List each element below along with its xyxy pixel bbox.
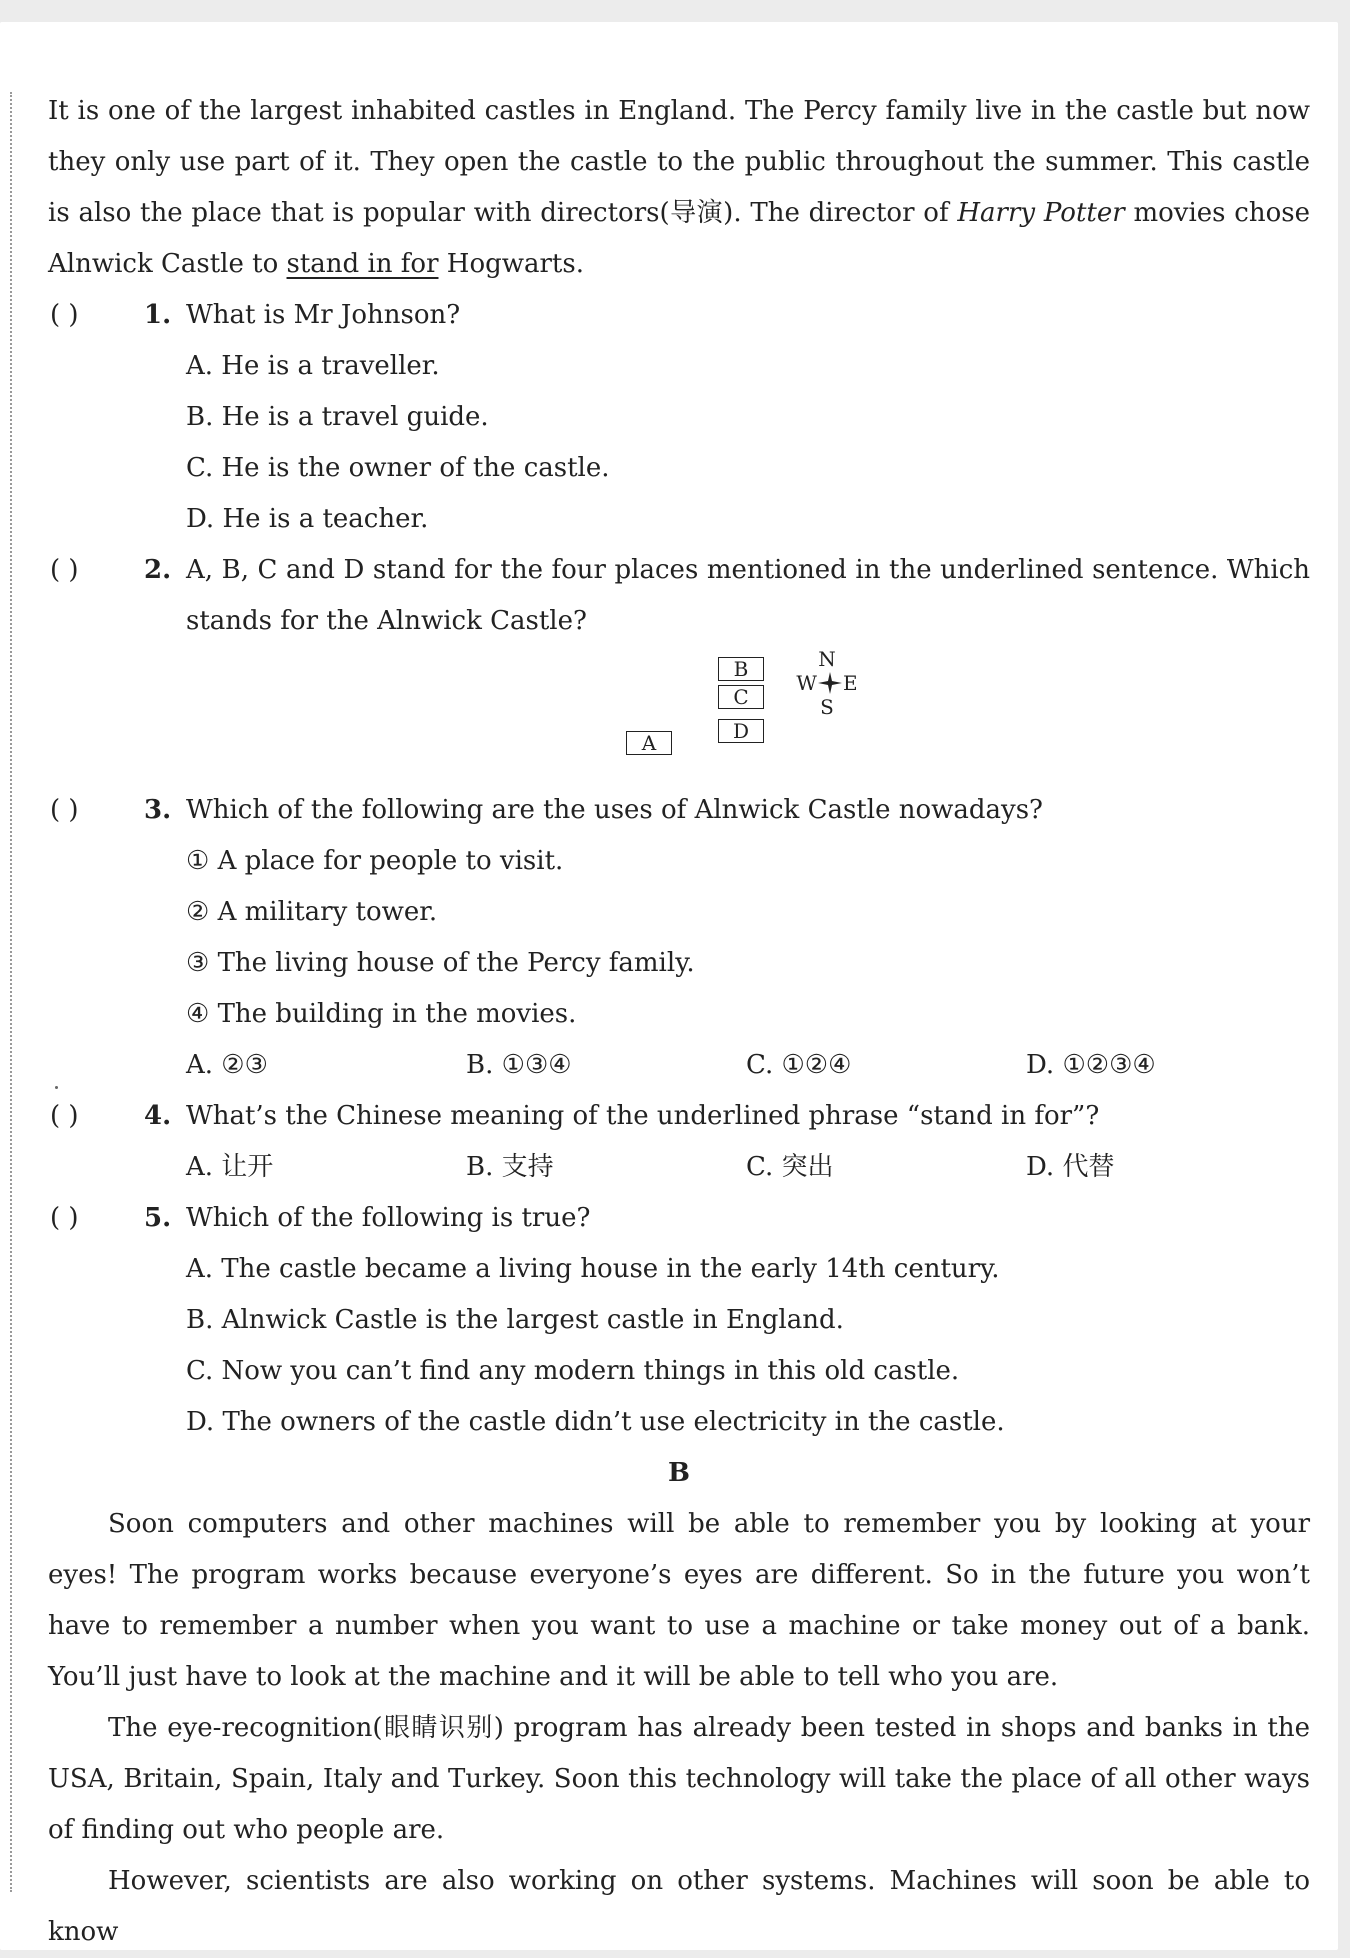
- option: A. ②③: [186, 1050, 268, 1080]
- question-number: 4.: [144, 1101, 172, 1131]
- location-diagram: [48, 647, 1310, 785]
- options-row: [48, 1040, 1310, 1091]
- passage-b-paragraph: The eye-recognition(眼睛识别) program has already been tested in shops and banks in the USA, Britain, Spain, Italy and Turkey. Soon this technology will take the place of all other ways of finding out who people are.: [48, 1713, 1310, 1845]
- box-d: D: [718, 719, 764, 743]
- question-number: 1.: [144, 300, 172, 330]
- option: A. 让开: [186, 1152, 274, 1182]
- passage-a-text-start: It is one of the largest inhabited castles in England. The Percy family live in the castle but now they only use part of it. They open the castle to the public throughout the summer. This castle is also the place that is popular with directors(导演). The director of: [48, 96, 1310, 228]
- question-1: [48, 290, 1310, 341]
- question-number: 2.: [144, 555, 172, 585]
- question-number: 3.: [144, 795, 172, 825]
- option: B. 支持: [466, 1152, 554, 1182]
- passage-a-text-mid: movies chose Alnwick Castle to: [48, 198, 1310, 279]
- answer-bracket[interactable]: ( ): [50, 795, 79, 825]
- question-text: Which of the following are the uses of Alnwick Castle nowadays?: [186, 795, 1043, 825]
- option: B. Alnwick Castle is the largest castle in England.: [186, 1305, 844, 1335]
- binding-margin-line: [10, 92, 12, 1892]
- passage-a-text-end: Hogwarts.: [438, 249, 584, 279]
- question-text: A, B, C and D stand for the four places mentioned in the underlined sentence. Which stands for the Alnwick Castle?: [186, 555, 1310, 636]
- box-b: B: [718, 657, 764, 681]
- compass-n: N: [818, 647, 836, 671]
- movie-title: Harry Potter: [957, 198, 1125, 228]
- statement-item: ② A military tower.: [186, 897, 438, 927]
- option: B. He is a travel guide.: [186, 402, 489, 432]
- question-2: [48, 545, 1310, 647]
- statement-item: ④ The building in the movies.: [186, 999, 577, 1029]
- option: D. ①②③④: [1026, 1050, 1156, 1080]
- compass-e: E: [842, 671, 858, 695]
- passage-b-paragraph: Soon computers and other machines will be able to remember you by looking at your eyes! The program works because everyone’s eyes are different. So in the future you won’t have to remember a number when you want to use a machine or take money out of a bank. You’ll just have to look at the machine and it will be able to tell who you are.: [48, 1509, 1310, 1692]
- answer-bracket[interactable]: ( ): [50, 300, 79, 330]
- option: A. He is a traveller.: [186, 351, 440, 381]
- option: D. He is a teacher.: [186, 504, 429, 534]
- underlined-phrase: stand in for: [286, 249, 439, 279]
- box-c: C: [718, 685, 764, 709]
- option: B. ①③④: [466, 1050, 572, 1080]
- compass-s: S: [820, 695, 834, 719]
- question-text: What is Mr Johnson?: [186, 300, 461, 330]
- options-row: [48, 1142, 1310, 1193]
- option: C. Now you can’t find any modern things in this old castle.: [186, 1356, 960, 1386]
- question-3: [48, 785, 1310, 836]
- worksheet-page: [0, 22, 1338, 1950]
- question-text: Which of the following is true?: [186, 1203, 591, 1233]
- option: D. The owners of the castle didn’t use electricity in the castle.: [186, 1407, 1005, 1437]
- question-text: What’s the Chinese meaning of the underlined phrase “stand in for”?: [186, 1101, 1100, 1131]
- section-heading-b: B: [668, 1458, 690, 1488]
- passage-b-paragraph: However, scientists are also working on other systems. Machines will soon be able to know: [48, 1866, 1310, 1947]
- option: C. 突出: [746, 1152, 834, 1182]
- question-5: [48, 1193, 1310, 1244]
- compass-star-icon: [817, 671, 843, 695]
- answer-bracket[interactable]: ( ): [50, 555, 79, 585]
- question-4: [48, 1091, 1310, 1142]
- question-number: 5.: [144, 1203, 172, 1233]
- option: C. He is the owner of the castle.: [186, 453, 610, 483]
- compass-w: W: [796, 671, 817, 695]
- statement-item: ③ The living house of the Percy family.: [186, 948, 695, 978]
- page-content: [48, 86, 1310, 1958]
- option: C. ①②④: [746, 1050, 852, 1080]
- compass-rose: [782, 647, 872, 719]
- answer-bracket[interactable]: ( ): [50, 1203, 79, 1233]
- passage-a-paragraph: [48, 86, 1310, 290]
- box-a: A: [626, 731, 672, 755]
- statement-item: ① A place for people to visit.: [186, 846, 564, 876]
- option: D. 代替: [1026, 1152, 1115, 1182]
- answer-bracket[interactable]: ( ): [50, 1101, 79, 1131]
- option: A. The castle became a living house in the early 14th century.: [186, 1254, 1000, 1284]
